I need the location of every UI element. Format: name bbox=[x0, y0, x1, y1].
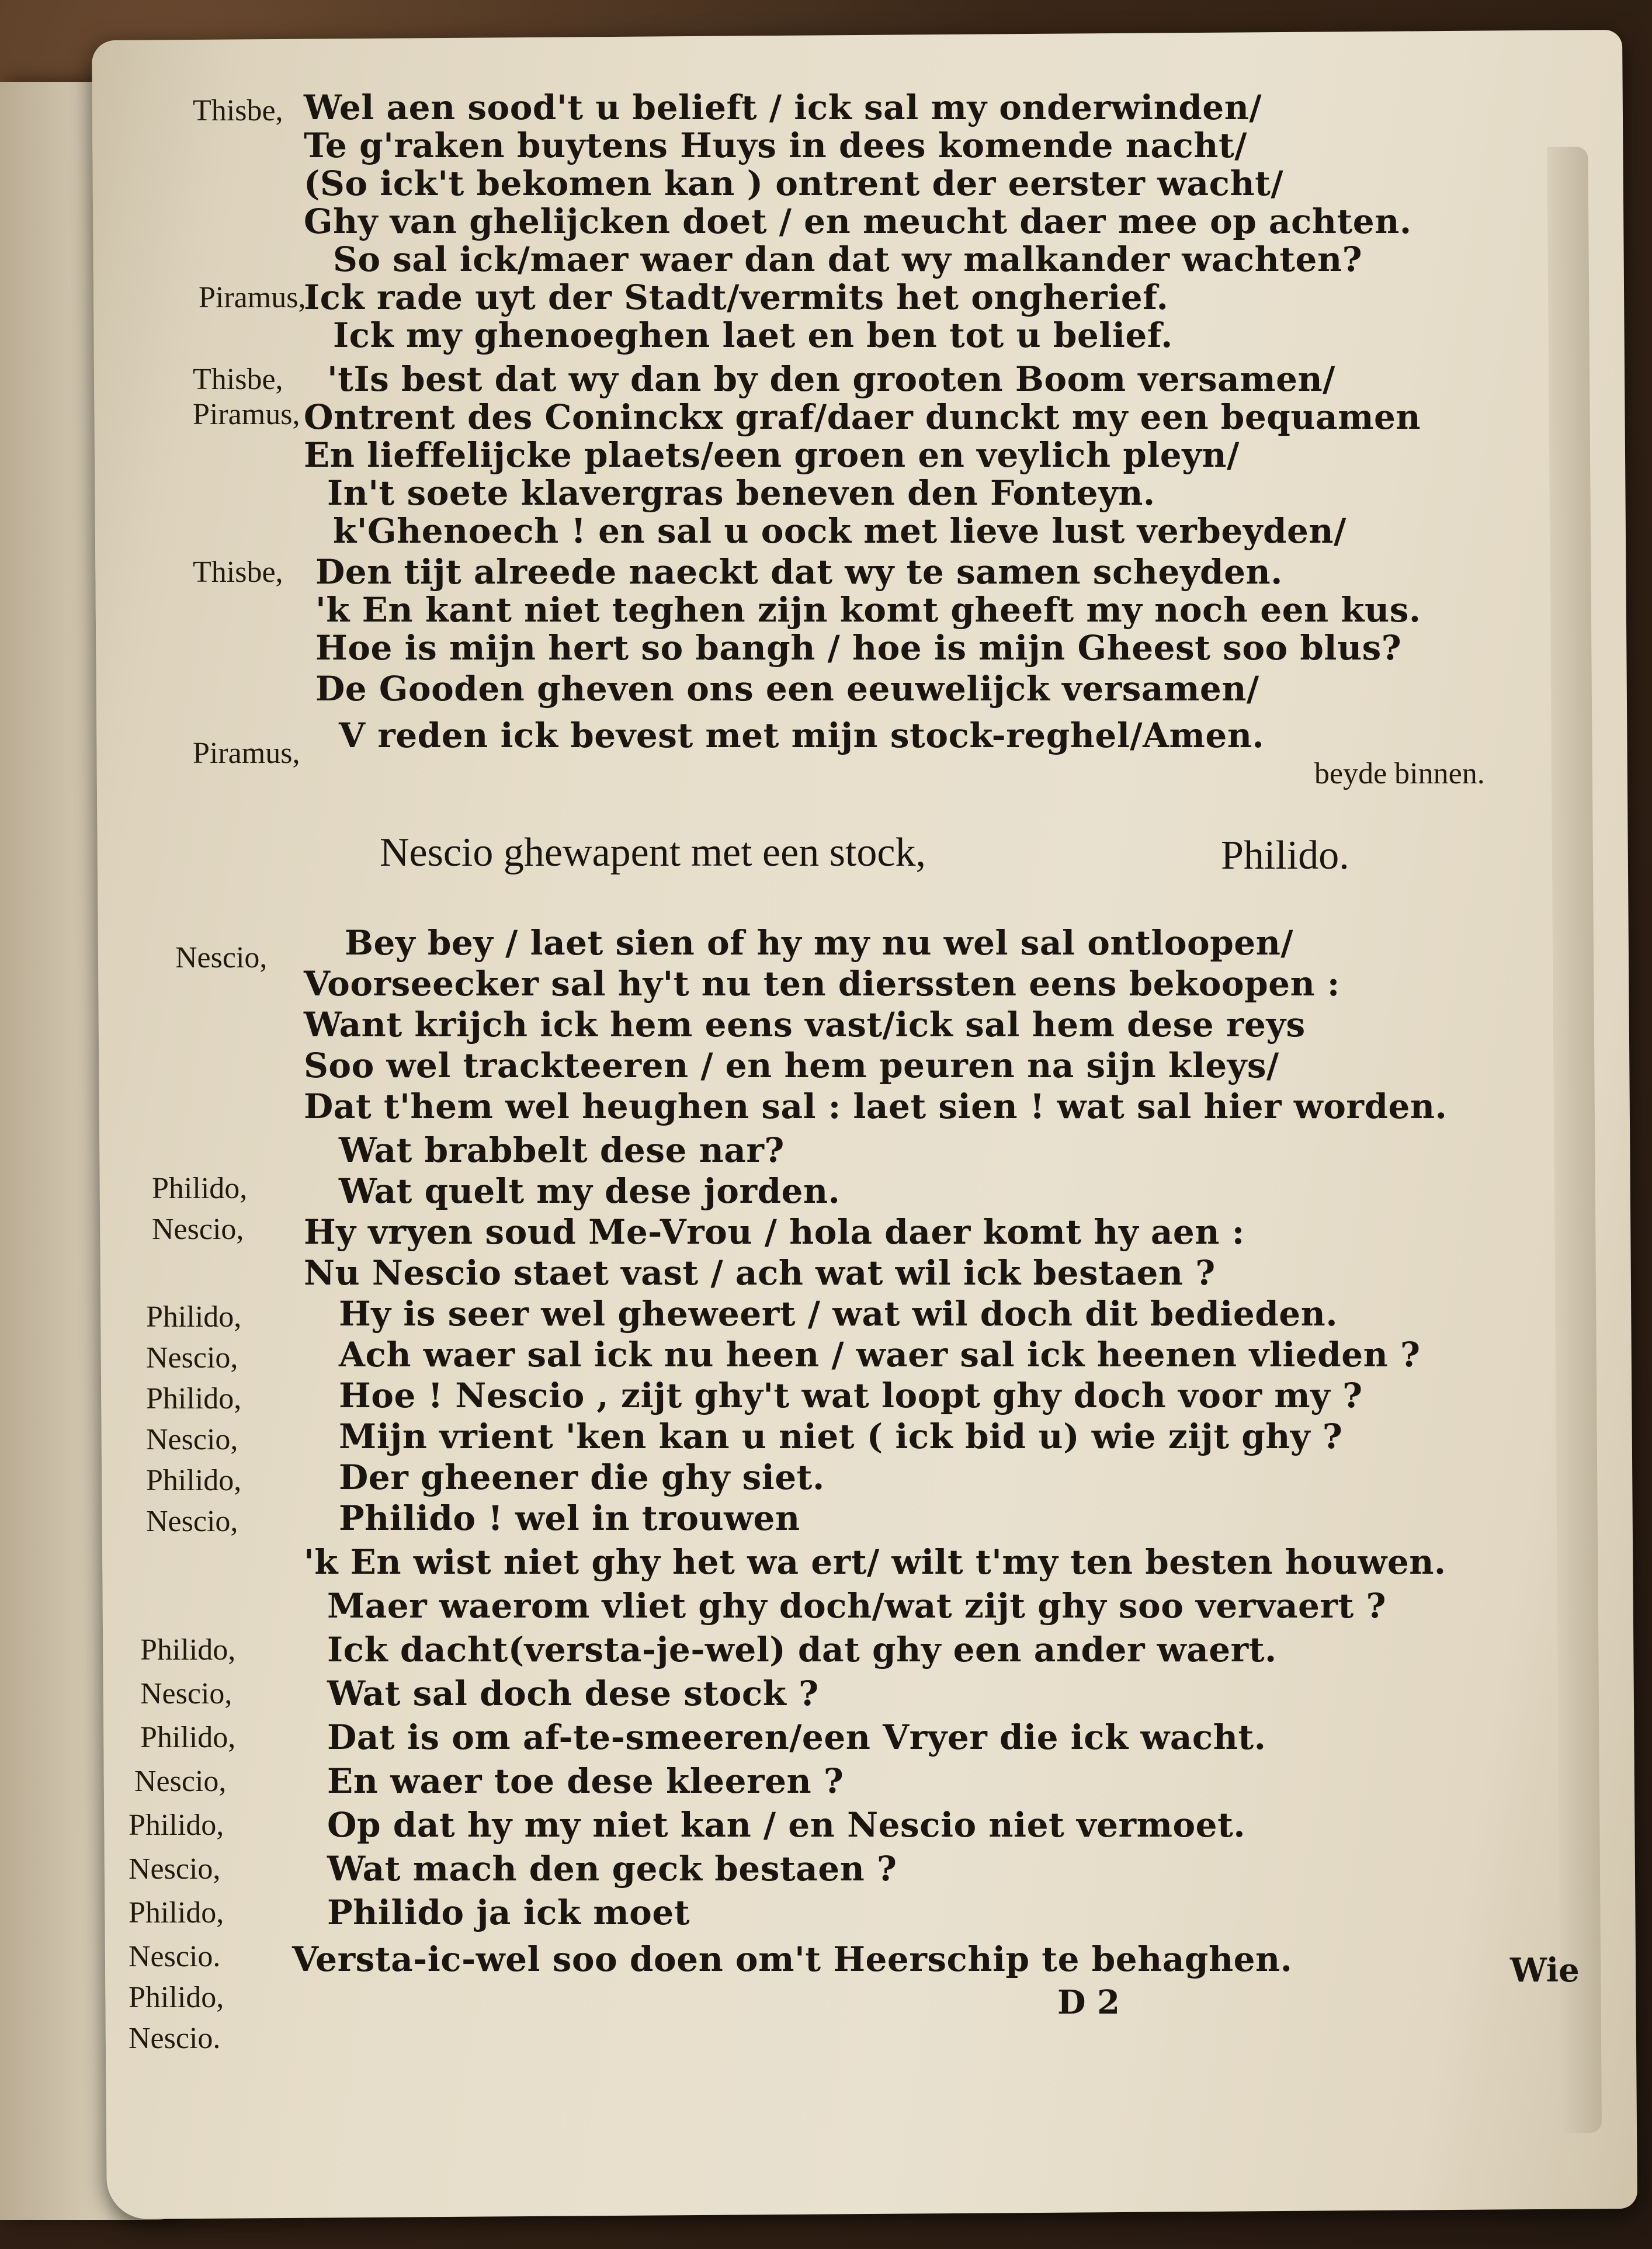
verse-line: Ontrent des Coninckx graf/daer dunckt my een bequamen bbox=[304, 397, 1421, 437]
speaker-name: Thisbe, bbox=[193, 94, 283, 127]
verse-line: Maer waerom vliet ghy doch/wat zijt ghy soo vervaert ? bbox=[327, 1586, 1386, 1626]
scene-heading-name: Philido. bbox=[1221, 833, 1349, 878]
verse-line: Philido ja ick moet bbox=[327, 1893, 690, 1932]
speaker-name: Philido, bbox=[146, 1382, 242, 1415]
verse-line: Hy vryen soud Me-Vrou / hola daer komt hy aen : bbox=[304, 1212, 1245, 1252]
verse-line: Wat quelt my dese jorden. bbox=[339, 1171, 841, 1211]
verse-line: Wat mach den geck bestaen ? bbox=[327, 1849, 897, 1889]
speaker-name: Piramus, bbox=[199, 281, 306, 314]
verse-line: k'Ghenoech ! en sal u oock met lieve lust verbeyden/ bbox=[333, 511, 1346, 551]
verse-line: De Gooden gheven ons een eeuwelijck versamen/ bbox=[315, 669, 1259, 709]
verse-line: En lieffelijcke plaets/een groen en veylich pleyn/ bbox=[304, 435, 1240, 475]
speaker-name: Nescio, bbox=[146, 1505, 238, 1538]
verse-line: Te g'raken buytens Huys in dees komende nacht/ bbox=[304, 126, 1247, 165]
speaker-name: Nescio. bbox=[129, 2022, 221, 2055]
verse-line: Dat t'hem wel heughen sal : laet sien ! wat sal hier worden. bbox=[304, 1087, 1448, 1126]
speaker-name: Nescio, bbox=[146, 1423, 238, 1456]
verse-line: Voorseecker sal hy't nu ten dierssten eens bekoopen : bbox=[304, 964, 1340, 1004]
verse-line: Philido ! wel in trouwen bbox=[339, 1498, 800, 1538]
speaker-name: Thisbe, bbox=[193, 556, 283, 589]
verse-line: Ick rade uyt der Stadt/vermits het ongherief. bbox=[304, 277, 1169, 317]
speaker-name: Philido, bbox=[146, 1300, 242, 1334]
verse-line: V reden ick bevest met mijn stock-reghel/Amen. bbox=[339, 716, 1265, 755]
speaker-name: Nescio, bbox=[175, 941, 268, 974]
verse-line: En waer toe dese kleeren ? bbox=[327, 1761, 844, 1801]
speaker-name: Thisbe, bbox=[193, 363, 283, 396]
verse-line: (So ick't bekomen kan ) ontrent der eerster wacht/ bbox=[304, 164, 1284, 203]
speaker-name: Philido, bbox=[140, 1721, 236, 1754]
catchword: Wie bbox=[1510, 1951, 1580, 1990]
verse-line: Wat sal doch dese stock ? bbox=[327, 1674, 819, 1713]
verse-line: 'k En kant niet teghen zijn komt gheeft my noch een kus. bbox=[315, 590, 1421, 630]
speaker-name: Philido, bbox=[129, 1809, 224, 1842]
signature-mark: D 2 bbox=[1057, 1983, 1120, 2022]
speaker-name: Nescio, bbox=[134, 1765, 227, 1798]
verse-line: Versta-ic-wel soo doen om't Heerschip te behaghen. bbox=[292, 1939, 1293, 1979]
stage-direction: beyde binnen. bbox=[1314, 757, 1485, 790]
verse-line: Hoe ! Nescio , zijt ghy't wat loopt ghy doch voor my ? bbox=[339, 1376, 1363, 1415]
verse-line: Soo wel trackteeren / en hem peuren na sijn kleys/ bbox=[304, 1046, 1279, 1085]
verse-line: Want krijch ick hem eens vast/ick sal hem dese reys bbox=[304, 1005, 1306, 1044]
scene-heading: Nescio ghewapent met een stock, bbox=[380, 830, 926, 875]
verse-line: Dat is om af-te-smeeren/een Vryer die ick wacht. bbox=[327, 1717, 1266, 1757]
verse-line: Ach waer sal ick nu heen / waer sal ick heenen vlieden ? bbox=[339, 1335, 1421, 1375]
verse-line: Bey bey / laet sien of hy my nu wel sal ontloopen/ bbox=[345, 923, 1294, 963]
verse-line: Hoe is mijn hert so bangh / hoe is mijn Gheest soo blus? bbox=[315, 628, 1402, 668]
speaker-name: Philido, bbox=[146, 1464, 242, 1497]
verse-line: Den tijt alreede naeckt dat wy te samen scheyden. bbox=[315, 552, 1283, 592]
verse-line: Wel aen sood't u belieft / ick sal my onderwinden/ bbox=[304, 88, 1262, 127]
verse-line: In't soete klavergras beneven den Fonteyn. bbox=[327, 473, 1155, 513]
page-edge bbox=[1547, 147, 1602, 2133]
verse-line: Ick my ghenoeghen laet en ben tot u belief. bbox=[333, 315, 1173, 355]
verse-line: Mijn vrient 'ken kan u niet ( ick bid u) wie zijt ghy ? bbox=[339, 1417, 1343, 1456]
speaker-name: Piramus, bbox=[193, 737, 300, 770]
verse-line: Nu Nescio staet vast / ach wat wil ick bestaen ? bbox=[304, 1253, 1216, 1293]
speaker-name: Philido, bbox=[140, 1633, 236, 1667]
verse-line: Der gheener die ghy siet. bbox=[339, 1457, 825, 1497]
speaker-name: Nescio. bbox=[129, 1940, 221, 1973]
verse-line: Ick dacht(versta-je-wel) dat ghy een ander waert. bbox=[327, 1630, 1277, 1670]
verse-line: 'k En wist niet ghy het wa ert/ wilt t'my ten besten houwen. bbox=[304, 1542, 1446, 1582]
verse-line: Hy is seer wel gheweert / wat wil doch dit bedieden. bbox=[339, 1294, 1338, 1334]
speaker-name: Philido, bbox=[129, 1981, 224, 2014]
verse-line: 'tIs best dat wy dan by den grooten Boom versamen/ bbox=[327, 359, 1335, 399]
speaker-name: Nescio, bbox=[152, 1213, 244, 1246]
speaker-name: Nescio, bbox=[140, 1677, 232, 1710]
verse-line: Wat brabbelt dese nar? bbox=[339, 1130, 785, 1170]
verse-line: Op dat hy my niet kan / en Nescio niet vermoet. bbox=[327, 1805, 1246, 1845]
speaker-name: Nescio, bbox=[146, 1341, 238, 1375]
verse-line: Ghy van ghelijcken doet / en meucht daer mee op achten. bbox=[304, 202, 1412, 241]
speaker-name: Nescio, bbox=[129, 1852, 221, 1886]
speaker-name: Philido, bbox=[129, 1896, 224, 1929]
speaker-name: Piramus, bbox=[193, 398, 300, 431]
speaker-name: Philido, bbox=[152, 1172, 248, 1205]
verse-line: So sal ick/maer waer dan dat wy malkander wachten? bbox=[333, 240, 1363, 279]
